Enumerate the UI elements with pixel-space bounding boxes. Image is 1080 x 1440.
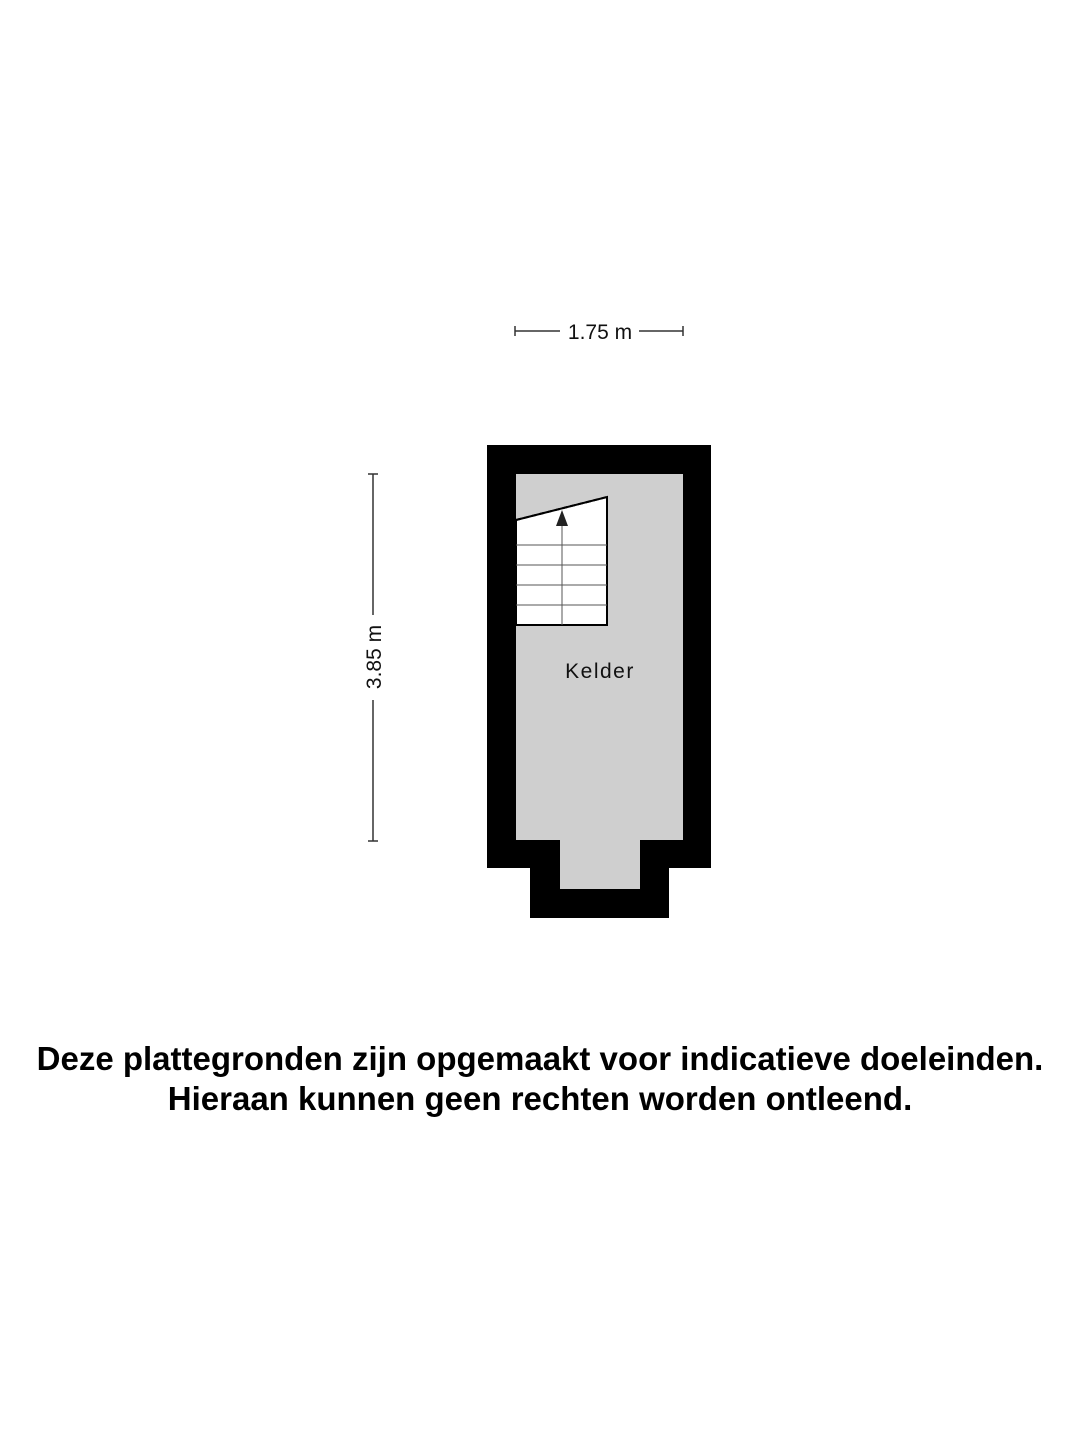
room-label: Kelder — [565, 660, 635, 683]
width-dimension-label: 1.75 m — [567, 321, 633, 344]
width-dimension — [515, 321, 683, 344]
depth-dimension-label: 3.85 m — [363, 624, 386, 690]
disclaimer-line-2: Hieraan kunnen geen rechten worden ontleend. — [167, 1080, 913, 1117]
staircase — [516, 497, 607, 625]
depth-dimension — [363, 474, 386, 841]
disclaimer-line-1: Deze plattegronden zijn opgemaakt voor indicatieve doeleinden. — [36, 1040, 1044, 1077]
